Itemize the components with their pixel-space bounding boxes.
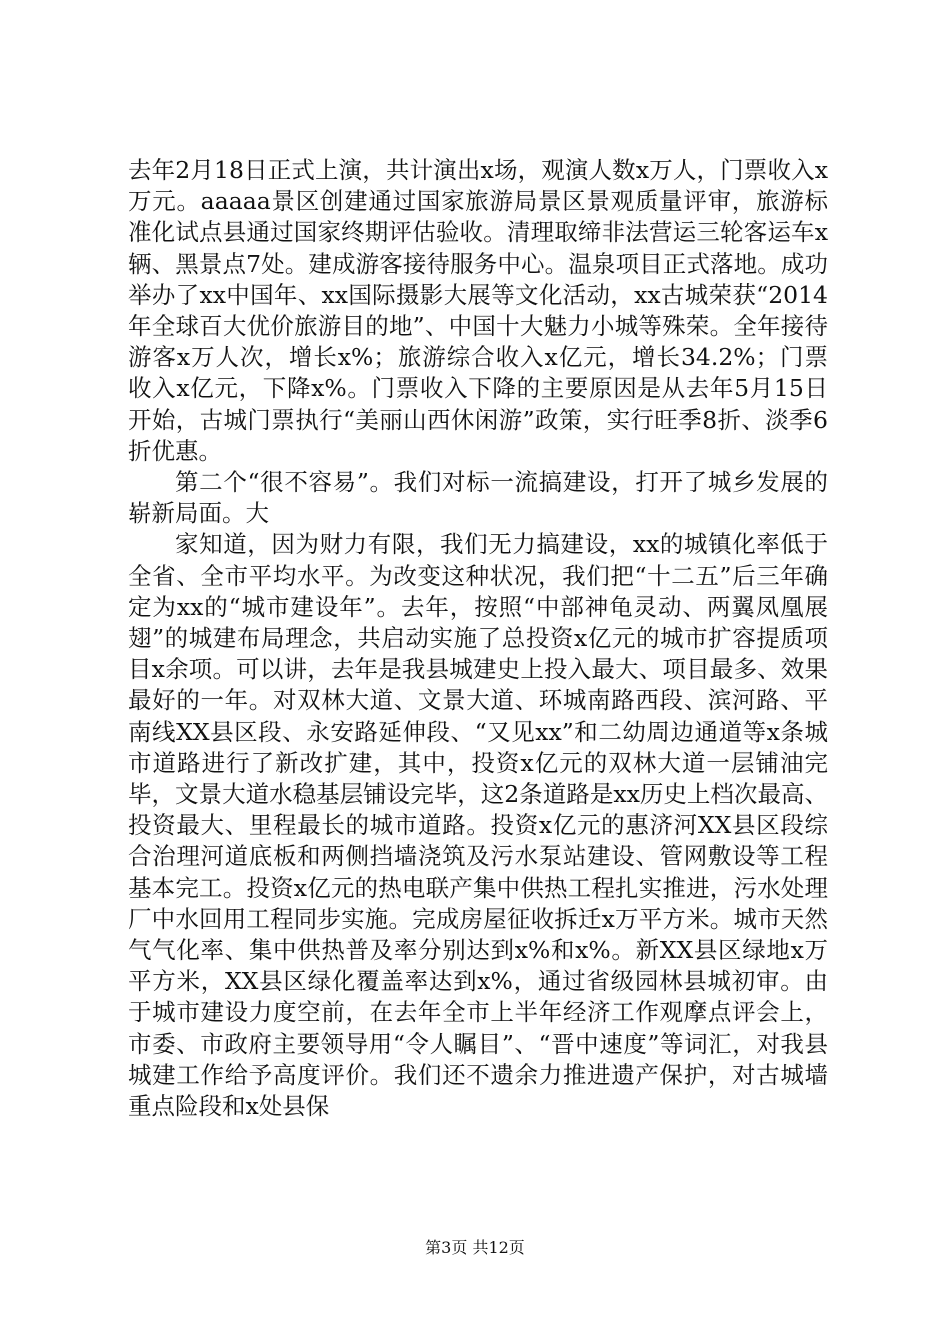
document-body [128, 155, 828, 1122]
paragraph-urban-construction: 家知道，因为财力有限，我们无力搞建设，xx的城镇化率低于全省、全市平均水平。为改变这种状况，我们把“十二五”后三年确定为xx的“城市建设年”。去年，按照“中部神龟灵动、两翼凤凰展翅”的城建布局理念，共启动实施了总投资x亿元的城市扩容提质项目x余项。可以讲，去年是我县城建史上投入最大、项目最多、效果最好的一年。对双林大道、文景大道、环城南路西段、滨河路、平南线XX县区段、永安路延伸段、“又见xx”和二幼周边通道等x条城市道路进行了新改扩建，其中，投资x亿元的双林大道一层铺油完毕，文景大道水稳基层铺设完毕，这2条道路是xx历史上档次最高、投资最大、里程最长的城市道路。投资x亿元的惠济河XX县区段综合治理河道底板和两侧挡墙浇筑及污水泵站建设、管网敷设等工程基本完工。投资x亿元的热电联产集中供热工程扎实推进，污水处理厂中水回用工程同步实施。完成房屋征收拆迁x万平方米。城市天然气气化率、集中供热普及率分别达到x%和x%。新XX县区绿地x万平方米，XX县区绿化覆盖率达到x%，通过省级园林县城初审。由于城市建设力度空前，在去年全市上半年经济工作观摩点评会上，市委、市政府主要领导用“令人瞩目”、“晋中速度”等词汇，对我县城建工作给予高度评价。我们还不遗余力推进遗产保护，对古城墙重点险段和x处县保 [128, 530, 828, 1121]
paragraph-second-difficulty: 第二个“很不容易”。我们对标一流搞建设，打开了城乡发展的崭新局面。大 [128, 468, 828, 528]
page-number-footer: 第3页 共12页 [425, 1238, 525, 1257]
paragraph-tourism: 去年2月18日正式上演，共计演出x场，观演人数x万人，门票收入x万元。aaaaa景区创建通过国家旅游局景区景观质量评审，旅游标准化试点县通过国家终期评估验收。清理取缔非法营运三轮客运车x辆、黑景点7处。建成游客接待服务中心。温泉项目正式落地。成功举办了xx中国年、xx国际摄影大展等文化活动，xx古城荣获“2014年全球百大优价旅游目的地”、中国十大魅力小城等殊荣。全年接待游客x万人次，增长x%；旅游综合收入x亿元，增长34.2%；门票收入x亿元，下降x%。门票收入下降的主要原因是从去年5月15日开始，古城门票执行“美丽山西休闲游”政策，实行旺季8折、淡季6折优惠。 [128, 156, 828, 465]
